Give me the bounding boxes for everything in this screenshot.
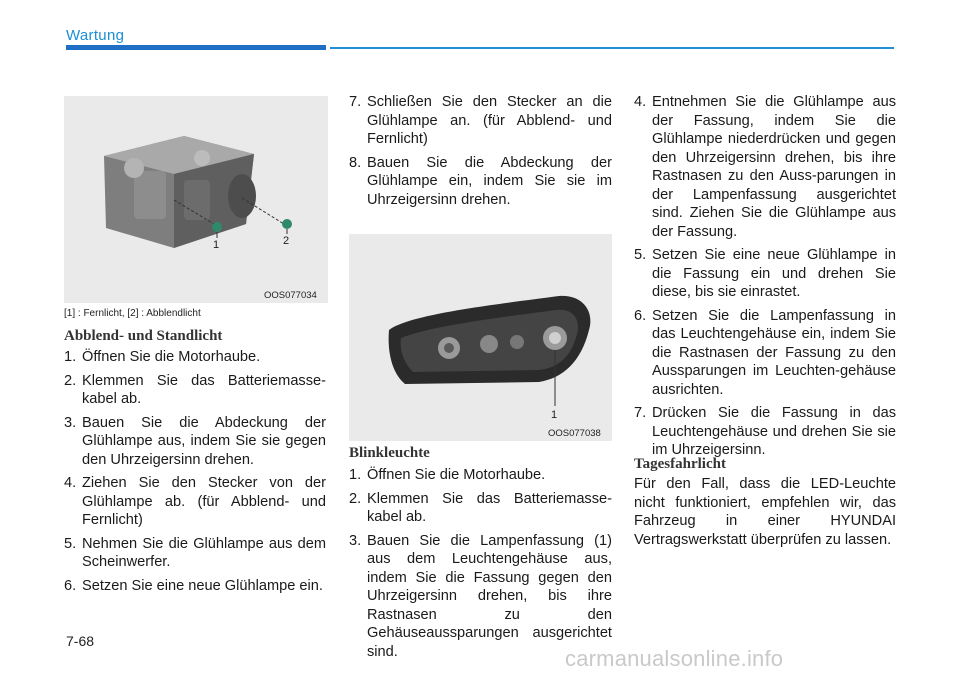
list-item: 6. Setzen Sie die Lampenfassung in das Leuchtengehäuse ein, indem Sie die Rastnasen der Fassung zu den Aussparungen im Leuchten-gehäuse ausrichten.: [634, 307, 896, 398]
steps-abblendlicht: [64, 348, 326, 600]
figure1-caption: [1] : Fernlicht, [2] : Abblendlicht: [64, 308, 201, 319]
figure2-code: OOS077038: [548, 428, 601, 439]
tagesfahrlicht-text: Für den Fall, dass die LED-Leuchte nicht funktioniert, empfehlen wir, das Fahrzeug in einer HYUNDAI Vertragswerkstatt überprüfen zu lassen.: [634, 476, 896, 548]
list-item: 5. Setzen Sie eine neue Glühlampe in die Fassung ein und drehen Sie diese, bis sie einrastet.: [634, 247, 896, 300]
list-item: 4. Ziehen Sie den Stecker von der Glühlampe ab. (für Abblend- und Fernlicht): [64, 475, 326, 528]
steps-blinkleuchte: [349, 466, 612, 666]
list-item: 4. Entnehmen Sie die Glühlampe aus der Fassung, indem Sie die Glühlampe niederdrücken und gegen den Uhrzeigersinn drehen, bis ihre Rastnasen zu den Auss-parungen in der Lampenfassung ausgerichtet sind. Ziehen Sie die Glühlampe aus der Fassung.: [634, 94, 896, 240]
figure1-code: OOS077034: [264, 290, 317, 301]
steps-blinkleuchte-cont: [634, 93, 896, 465]
heading-tagesfahrlicht: Tagesfahrlicht: [634, 456, 726, 472]
figure-headlamp-assembly: [64, 96, 328, 303]
list-item: 3. Bauen Sie die Lampenfassung (1) aus dem Leuchtengehäuse aus, indem Sie die Fassung gegen den Uhrzeigersinn drehen, bis ihre Rastnasen zu den Gehäuseaussparungen ausgerichtet sind.: [349, 532, 612, 660]
turn-signal-image: [349, 234, 612, 441]
section-title: Wartung: [66, 27, 125, 44]
header-bar-thick: [66, 45, 326, 50]
list-item: 2. Klemmen Sie das Batteriemasse-kabel ab.: [64, 372, 326, 407]
list-item: 1. Öffnen Sie die Motorhaube.: [64, 349, 261, 365]
list-item: 7. Drücken Sie die Fassung in das Leuchtengehäuse und drehen Sie sie im Uhrzeigersinn.: [634, 405, 896, 458]
callout-2: 2: [283, 235, 290, 247]
headlamp-assembly-image: [64, 96, 328, 303]
heading-blinkleuchte: Blinkleuchte: [349, 445, 430, 461]
list-item: 7. Schließen Sie den Stecker an die Glühlampe an. (für Abblend- und Fernlicht): [349, 94, 612, 147]
list-item: 2. Klemmen Sie das Batteriemasse-kabel ab.: [349, 490, 612, 525]
callout-1: 1: [551, 409, 558, 421]
list-item: 5. Nehmen Sie die Glühlampe aus dem Scheinwerfer.: [64, 535, 326, 570]
header-bar-thin: [330, 47, 894, 49]
steps-abblendlicht-cont: [349, 93, 612, 214]
watermark: carmanualsonline.info: [565, 646, 784, 671]
list-item: 1. Öffnen Sie die Motorhaube.: [349, 467, 546, 483]
page-number: 7-68: [66, 633, 95, 649]
list-item: 3. Bauen Sie die Abdeckung der Glühlampe aus, indem Sie sie gegen den Uhrzeigersinn drehen.: [64, 414, 326, 468]
list-item: 8. Bauen Sie die Abdeckung der Glühlampe ein, indem Sie sie im Uhrzeigersinn drehen.: [349, 154, 612, 208]
list-item: 6. Setzen Sie eine neue Glühlampe ein.: [64, 577, 323, 594]
figure-turn-signal: [349, 234, 612, 441]
heading-abblendlicht: Abblend- und Standlicht: [64, 328, 223, 344]
callout-1: 1: [213, 239, 220, 251]
